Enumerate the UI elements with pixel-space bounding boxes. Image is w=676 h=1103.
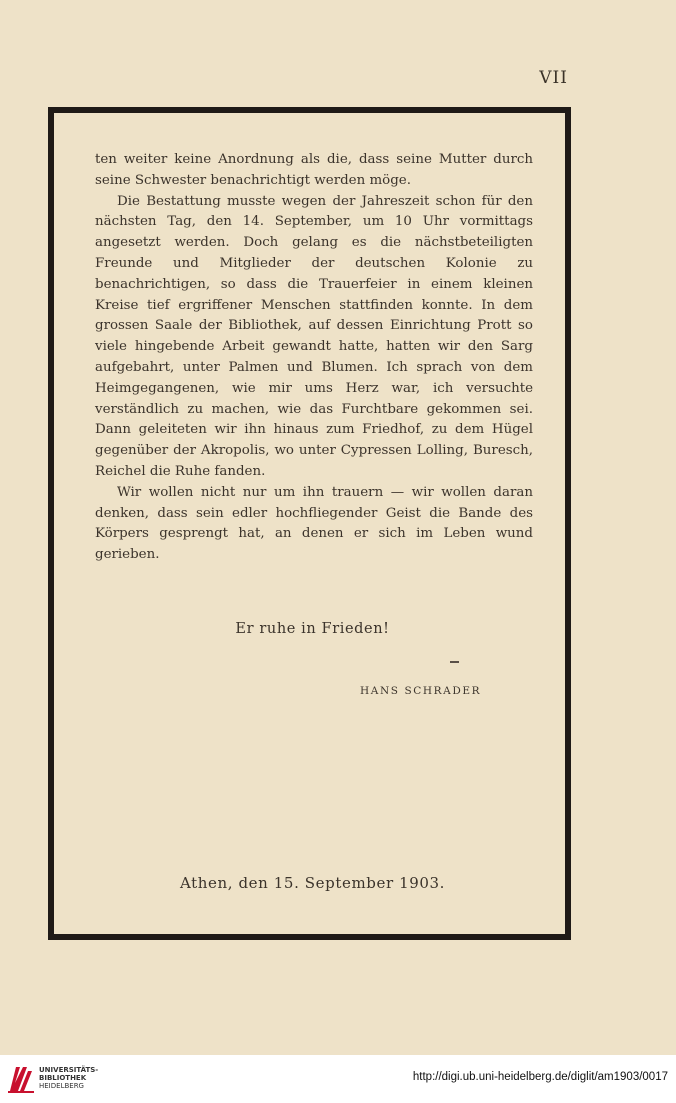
- library-line-3: HEIDELBERG: [39, 1082, 84, 1090]
- separator-dash: [450, 661, 459, 663]
- footer-bar: [0, 1055, 676, 1103]
- body-text: [95, 150, 533, 566]
- library-line-2: BIBLIOTHEK: [39, 1074, 87, 1082]
- place-date: Athen, den 15. September 1903.: [179, 874, 446, 892]
- library-name[interactable]: [39, 1066, 98, 1090]
- farewell-line: Er ruhe in Frieden!: [235, 621, 390, 637]
- page-number: VII: [539, 68, 568, 88]
- paragraph-3: Wir wollen nicht nur um ihn trauern — wir wollen daran denken, dass sein edler hochfliegender Geist die Bande des Körpers gesprengt hat, an denen er sich im Leben wund gerieben.: [95, 484, 533, 563]
- library-line-1: UNIVERSITÄTS-: [39, 1066, 99, 1074]
- paragraph-2: Die Bestattung musste wegen der Jahreszeit schon für den nächsten Tag, den 14. September, um 10 Uhr vormittags angesetzt werden. Doch gelang es die nächstbeteiligten Freunde und Mitglieder der deutschen Kolonie zu benachrichtigen, so dass die Trauerfeier in einem kleinen Kreise tief ergriffener Menschen stattfinden konnte. In dem grossen Saale der Bibliothek, auf dessen Einrichtung Prott so viele hingebende Arbeit gewandt hatte, hatten wir den Sarg aufgebahrt, unter Palmen und Blumen. Ich sprach von dem Heimgegangenen, wie mir ums Herz war, ich versuchte verständlich zu machen, wie das Furchtbare gekommen sei. Dann geleiteten wir ihn hinaus zum Friedhof, zu dem Hügel gegenüber der Akropolis, wo unter Cypressen Lolling, Buresch, Reichel die Ruhe fanden.: [95, 193, 533, 479]
- paragraph-1: ten weiter keine Anordnung als die, dass seine Mutter durch seine Schwester benachrichtigt werden möge.: [95, 152, 533, 188]
- signature: HANS SCHRADER: [360, 685, 482, 697]
- permalink-url[interactable]: http://digi.ub.uni-heidelberg.de/diglit/am1903/0017: [412, 1071, 668, 1083]
- university-library-logo-icon[interactable]: [6, 1063, 36, 1095]
